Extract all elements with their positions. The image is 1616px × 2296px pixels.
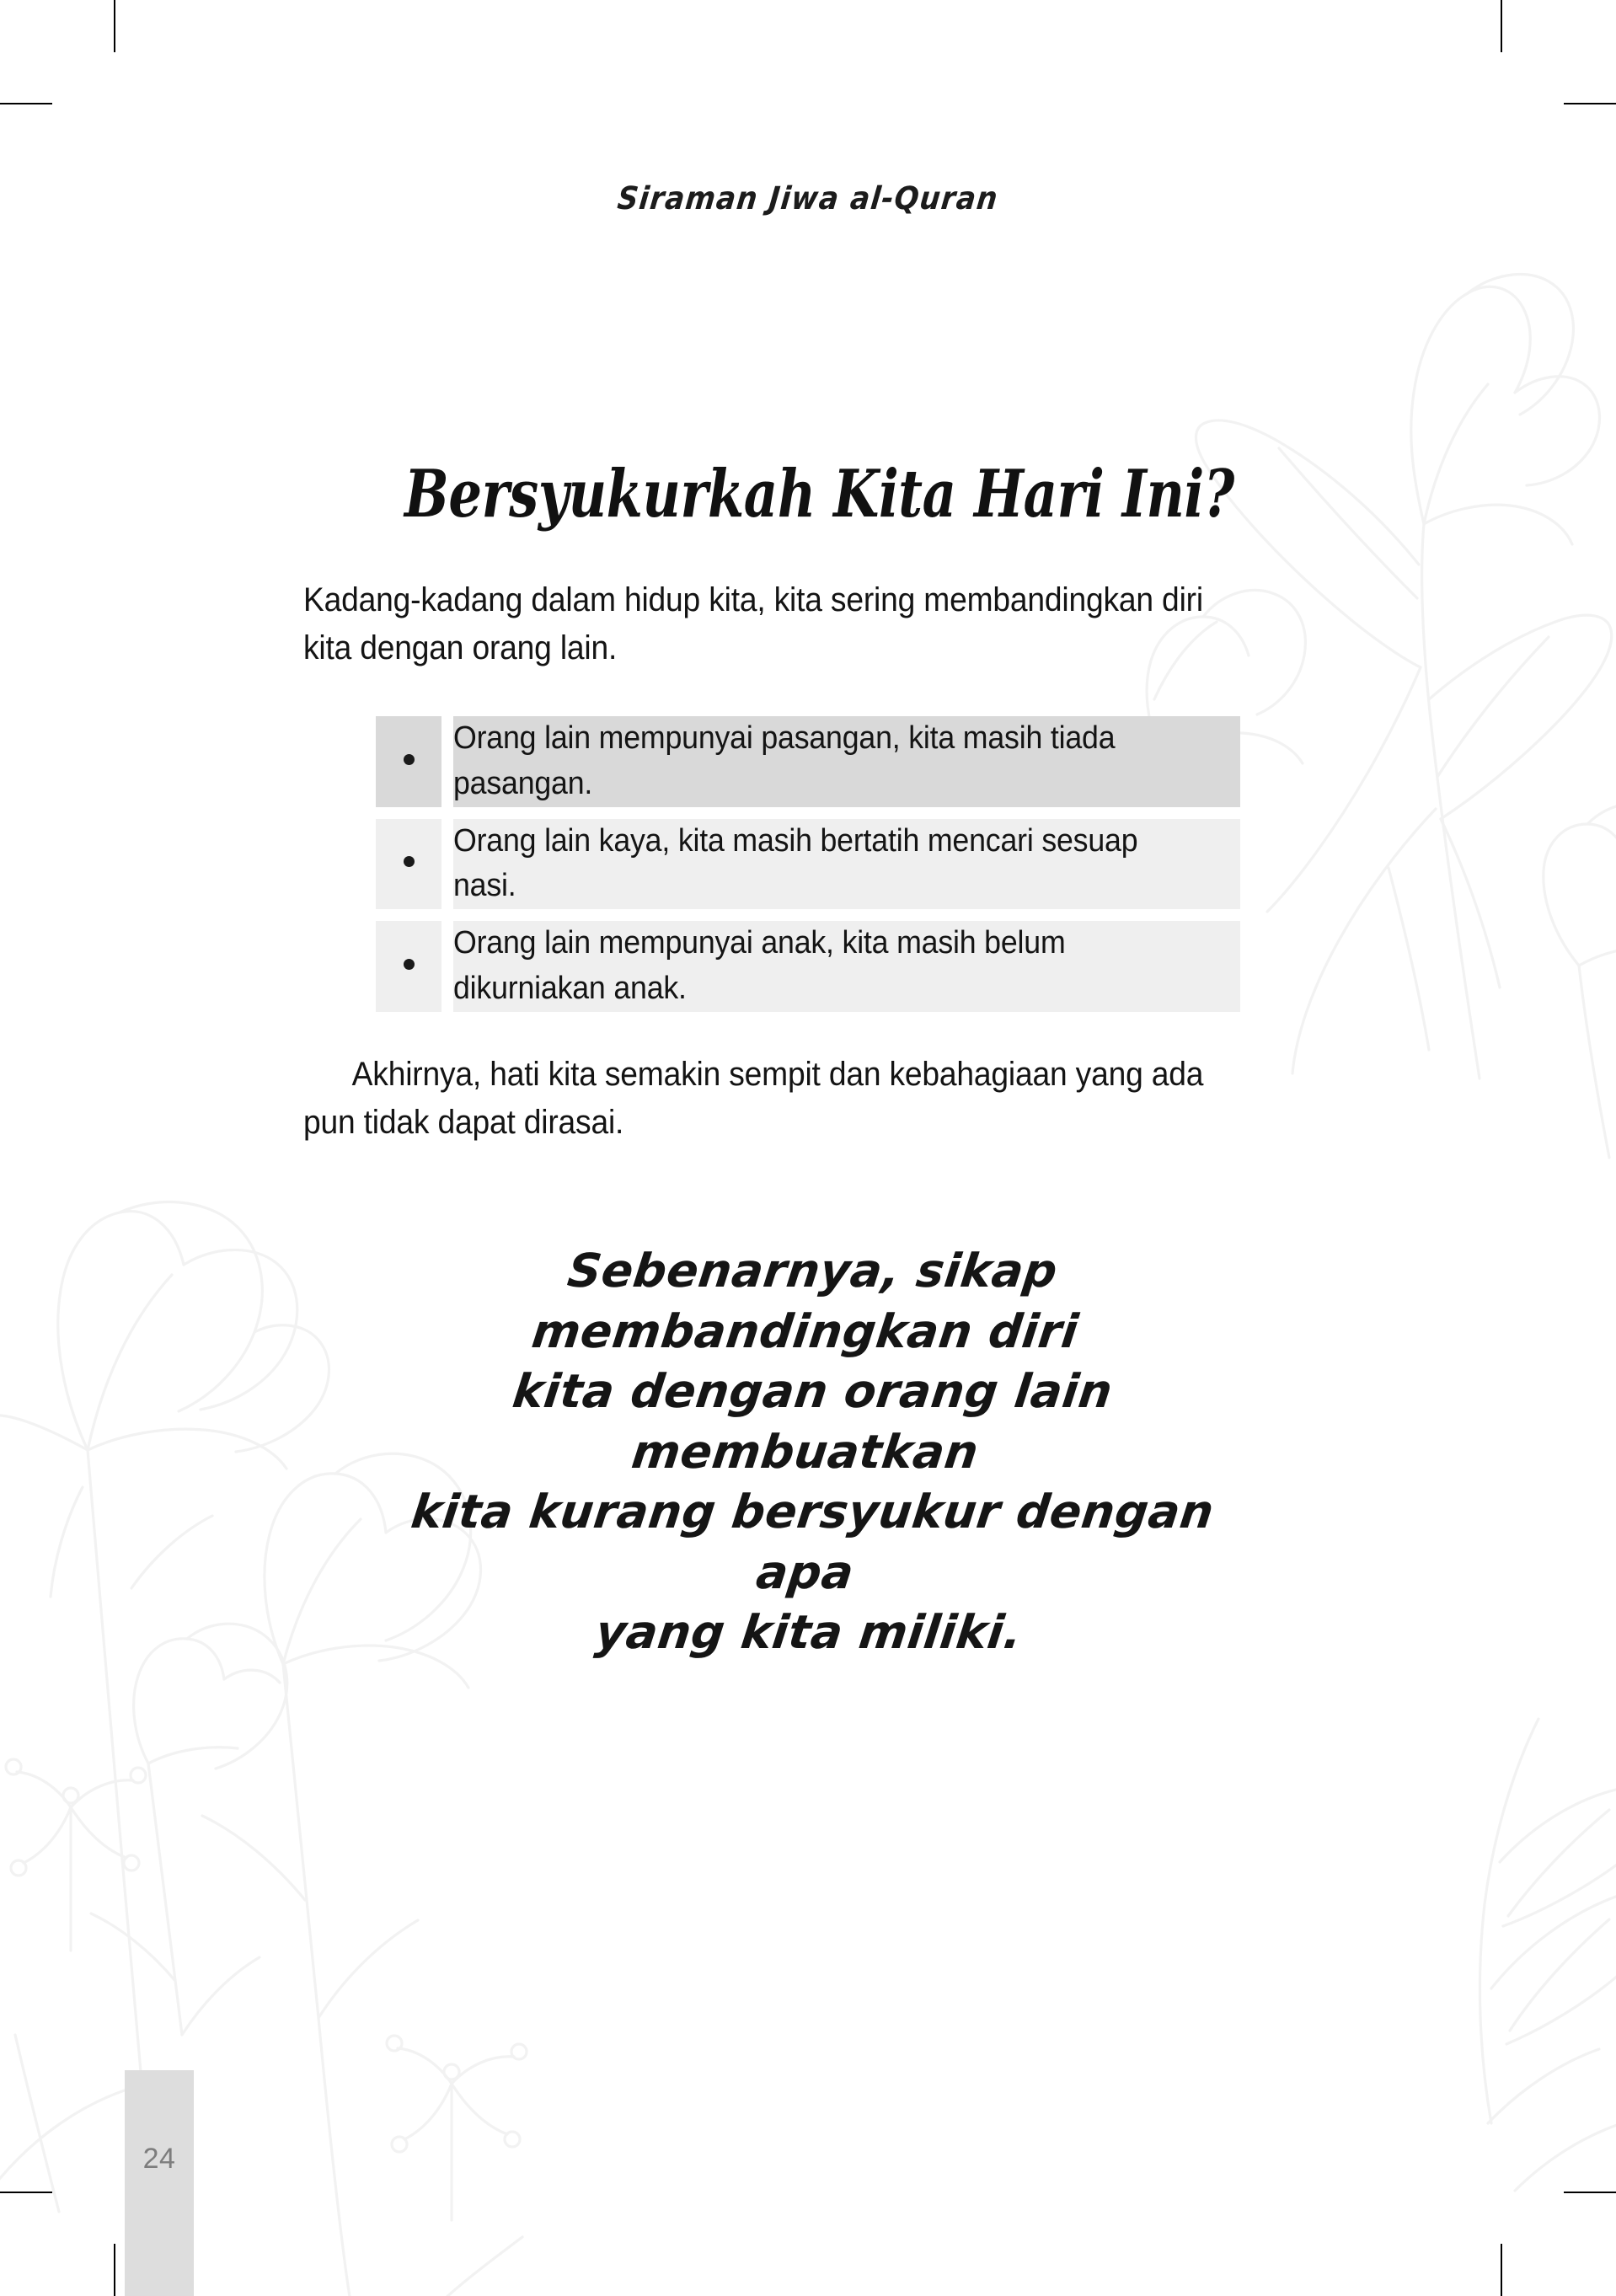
- list-gutter: [441, 716, 453, 807]
- running-head-text: Siraman Jiwa al-Quran: [615, 180, 1001, 217]
- bullet-dot-icon: [404, 856, 415, 867]
- pull-quote-line: kita kurang bersyukur dengan apa: [408, 1484, 1217, 1599]
- bullet-dot-icon: [404, 754, 415, 765]
- pull-quote-line: kita dengan orang lain membuatkan: [510, 1363, 1116, 1479]
- comparison-list: [376, 716, 1240, 1013]
- list-item: [376, 921, 1240, 1012]
- list-row-spacer: [376, 807, 1240, 819]
- list-item: [376, 819, 1240, 910]
- list-row-spacer: [376, 909, 1240, 921]
- list-item-bullet-cell: [376, 819, 441, 910]
- list-gutter: [441, 819, 453, 910]
- list-gutter: [441, 921, 453, 1012]
- crop-mark-bottom-left-horizontal: [0, 2192, 52, 2193]
- spacer-cell: [441, 909, 453, 921]
- page-content: [303, 0, 1314, 1662]
- crop-mark-top-right-horizontal: [1564, 103, 1616, 104]
- bullet-dot-icon: [404, 959, 415, 970]
- crop-mark-bottom-right-horizontal: [1564, 2192, 1616, 2193]
- crop-mark-top-right-vertical: [1501, 0, 1502, 52]
- list-item-bullet-cell: [376, 716, 441, 807]
- list-item: [376, 716, 1240, 807]
- page-number: 24: [142, 2143, 176, 2175]
- spacer-cell: [453, 909, 1240, 921]
- list-item-text: Orang lain mempunyai anak, kita masih belum dikurniakan anak.: [453, 925, 1066, 1007]
- crop-mark-bottom-left-vertical: [114, 2244, 115, 2296]
- list-item-text-cell: [453, 819, 1240, 910]
- spacer-cell: [441, 807, 453, 819]
- floral-watermark-right-middle-icon: [1313, 1668, 1616, 2296]
- page-title: Bersyukurkah Kita Hari Ini?: [404, 456, 1234, 533]
- crop-mark-top-left-vertical: [114, 0, 115, 52]
- list-item-bullet-cell: [376, 921, 441, 1012]
- list-item-text-cell: [453, 921, 1240, 1012]
- spacer-cell: [376, 909, 441, 921]
- intro-paragraph: Kadang-kadang dalam hidup kita, kita sering membandingkan diri kita dengan orang lain.: [303, 581, 1203, 666]
- crop-mark-bottom-right-vertical: [1501, 2244, 1502, 2296]
- list-item-text-cell: [453, 716, 1240, 807]
- list-item-text: Orang lain kaya, kita masih bertatih mencari sesuap nasi.: [453, 822, 1138, 904]
- crop-mark-top-left-horizontal: [0, 103, 52, 104]
- pull-quote-line: Sebenarnya, sikap membandingkan diri: [528, 1243, 1082, 1358]
- list-item-text: Orang lain mempunyai pasangan, kita masih tiada pasangan.: [453, 720, 1116, 801]
- pull-quote: [303, 1241, 1314, 1663]
- spacer-cell: [453, 807, 1240, 819]
- page-number-tab: [125, 2070, 194, 2296]
- spacer-cell: [376, 807, 441, 819]
- closing-paragraph: Akhirnya, hati kita semakin sempit dan kebahagiaan yang ada pun tidak dapat dirasai.: [303, 1056, 1204, 1142]
- pull-quote-line: yang kita miliki.: [592, 1604, 1025, 1659]
